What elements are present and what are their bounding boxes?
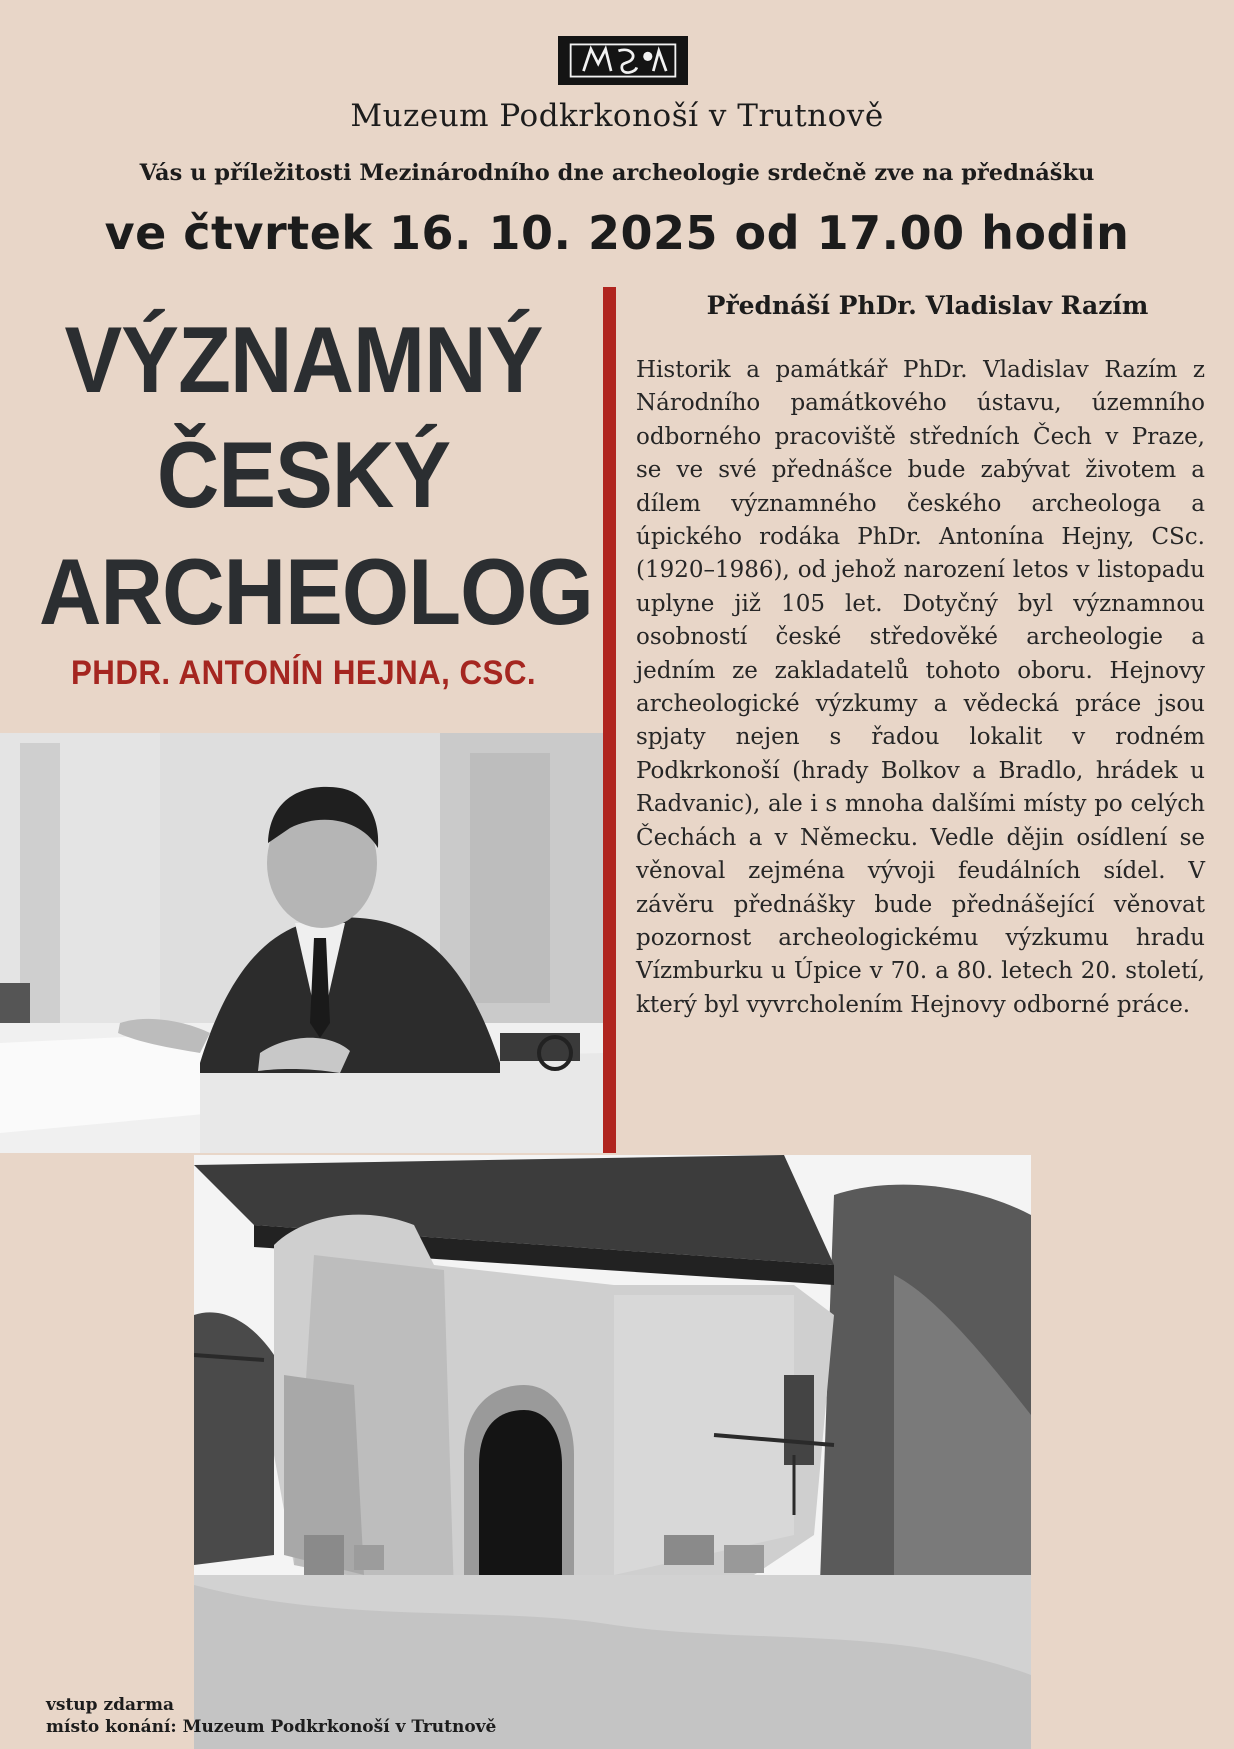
red-divider: [603, 287, 616, 1153]
castle-ruins-photo: [194, 1155, 1031, 1749]
event-footer: [46, 1694, 496, 1738]
title-line-2: ČESKÝ: [156, 422, 451, 527]
museum-name: Muzeum Podkrkonoší v Trutnově: [350, 98, 884, 134]
title-line-1: VÝZNAMNÝ: [64, 307, 543, 412]
invitation-text: Vás u příležitosti Mezinárodního dne archeologie srdečně zve na přednášku: [139, 160, 1095, 186]
event-date-time: ve čtvrtek 16. 10. 2025 od 17.00 hodin: [104, 206, 1130, 260]
portrait-photo-image: [0, 733, 603, 1153]
museum-logo-icon: [558, 36, 688, 85]
venue-note: místo konání: Muzeum Podkrkonoší v Trutnově: [46, 1717, 497, 1737]
title-line-3: ARCHEOLOG: [39, 539, 593, 644]
honoree-name: PHDR. ANTONÍN HEJNA, CSC.: [70, 654, 537, 692]
portrait-photo: [0, 733, 603, 1153]
lecturer-name: Přednáší PhDr. Vladislav Razím: [706, 291, 1149, 320]
museum-logo-graphic: [560, 38, 686, 83]
admission-note: vstup zdarma: [46, 1695, 174, 1715]
castle-ruins-photo-image: [194, 1155, 1031, 1749]
lecture-description: Historik a památkář PhDr. Vladislav Razím z Národního památkového ústavu, územního odborného pracoviště středních Čech v Praze, se ve své přednášce bude zabývat životem a dílem významného českého archeologa a úpického rodáka PhDr. Antonína Hejny, CSc. (1920–1986), od jehož narození letos v listopadu uplyne již 105 let. Dotyčný byl významnou osobností české středověké archeologie a jedním ze zakladatelů tohoto oboru. Hejnovy archeologické výzkumy a vědecká práce jsou spjaty nejen s řadou lokalit v rodném Podkrkonoší (hrady Bolkov a Bradlo, hrádek u Radvanic), ale i s mnoha dalšími místy po celých Čechách a v Německu. Vedle dějin osídlení se věnoval zejména vývoji feudálních sídel. V závěru přednášky bude přednášející věnovat pozornost archeologickému výzkumu hradu Vízmburku u Úpice v 70. a 80. letech 20. století, který byl vyvrcholením Hejnovy odborné práce.: [636, 357, 1205, 1018]
